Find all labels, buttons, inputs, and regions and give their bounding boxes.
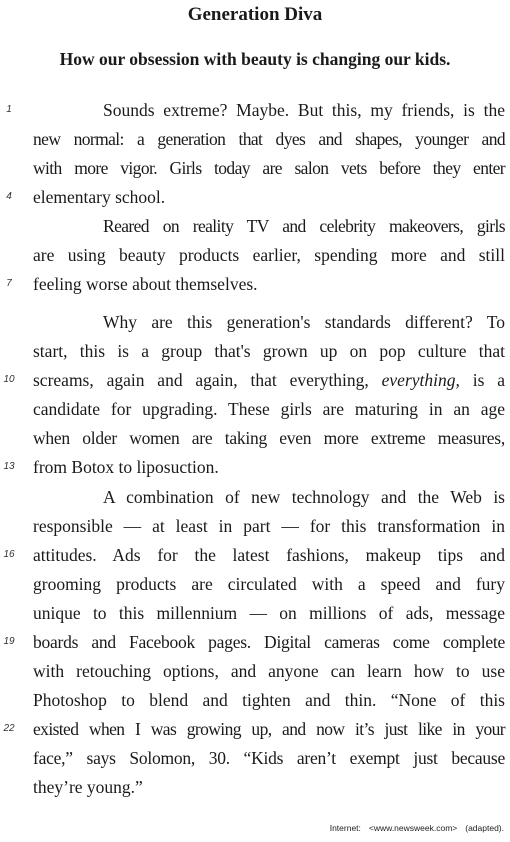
- text-segment: screams, again and again, that everything,: [33, 370, 369, 390]
- text-line: face,” says Solomon, 30. “Kids aren’t exempt just because: [33, 748, 505, 768]
- line-number: 13: [3, 461, 15, 472]
- line-number: 10: [3, 374, 15, 385]
- text-line: when older women are taking even more extreme measures,: [33, 428, 505, 448]
- line-number: 19: [3, 636, 15, 647]
- text-line: with retouching options, and anyone can learn how to use: [33, 661, 505, 681]
- text-line: [33, 368, 505, 397]
- source-citation: [330, 822, 504, 834]
- source-note: (adapted).: [465, 823, 504, 833]
- text-line: with more vigor. Girls today are salon vets before they enter: [33, 158, 505, 178]
- text-line: Photoshop to blend and tighten and thin. “None of this: [33, 690, 505, 710]
- text-line: feeling worse about themselves.: [33, 274, 258, 294]
- text-line: attitudes. Ads for the latest fashions, makeup tips and: [33, 545, 505, 565]
- text-line: Reared on reality TV and celebrity makeovers, girls: [103, 216, 505, 236]
- text-line: they’re young.”: [33, 777, 143, 797]
- article-subtitle: [0, 48, 510, 70]
- text-line: elementary school.: [33, 187, 166, 207]
- text-line: existed when I was growing up, and now it’s just like in your: [33, 719, 505, 739]
- text-line: Why are this generation's standards different? To: [103, 312, 505, 332]
- line-number: 16: [3, 549, 15, 560]
- line-number: 1: [6, 104, 12, 115]
- text-line: from Botox to liposuction.: [33, 457, 219, 477]
- emphasized-word: everything,: [381, 370, 460, 390]
- line-number: 7: [6, 278, 12, 289]
- text-segment: is a: [472, 370, 505, 390]
- article-subtitle-text: How our obsession with beauty is changing our kids: [59, 49, 447, 69]
- text-line: grooming products are circulated with a speed and fury: [33, 574, 505, 594]
- text-line: boards and Facebook pages. Digital cameras come complete: [33, 632, 505, 652]
- line-number: 4: [6, 191, 12, 202]
- text-line: Sounds extreme? Maybe. But this, my friends, is the: [103, 100, 505, 120]
- article-subtitle-period: .: [446, 49, 451, 69]
- text-line: A combination of new technology and the Web is: [103, 487, 505, 507]
- text-line: responsible — at least in part — for this transformation in: [33, 516, 505, 536]
- source-label: Internet:: [329, 823, 361, 833]
- text-line: unique to this millennium — on millions of ads, message: [33, 603, 505, 623]
- text-line: candidate for upgrading. These girls are maturing in an age: [33, 399, 505, 419]
- text-line: new normal: a generation that dyes and shapes, younger and: [33, 129, 505, 149]
- text-line: start, this is a group that's grown up on pop culture that: [33, 341, 505, 361]
- text-line: are using beauty products earlier, spending more and still: [33, 245, 505, 265]
- line-number: 22: [3, 723, 15, 734]
- source-url: <www.newsweek.com>: [368, 823, 458, 833]
- article-title: Generation Diva: [187, 4, 323, 25]
